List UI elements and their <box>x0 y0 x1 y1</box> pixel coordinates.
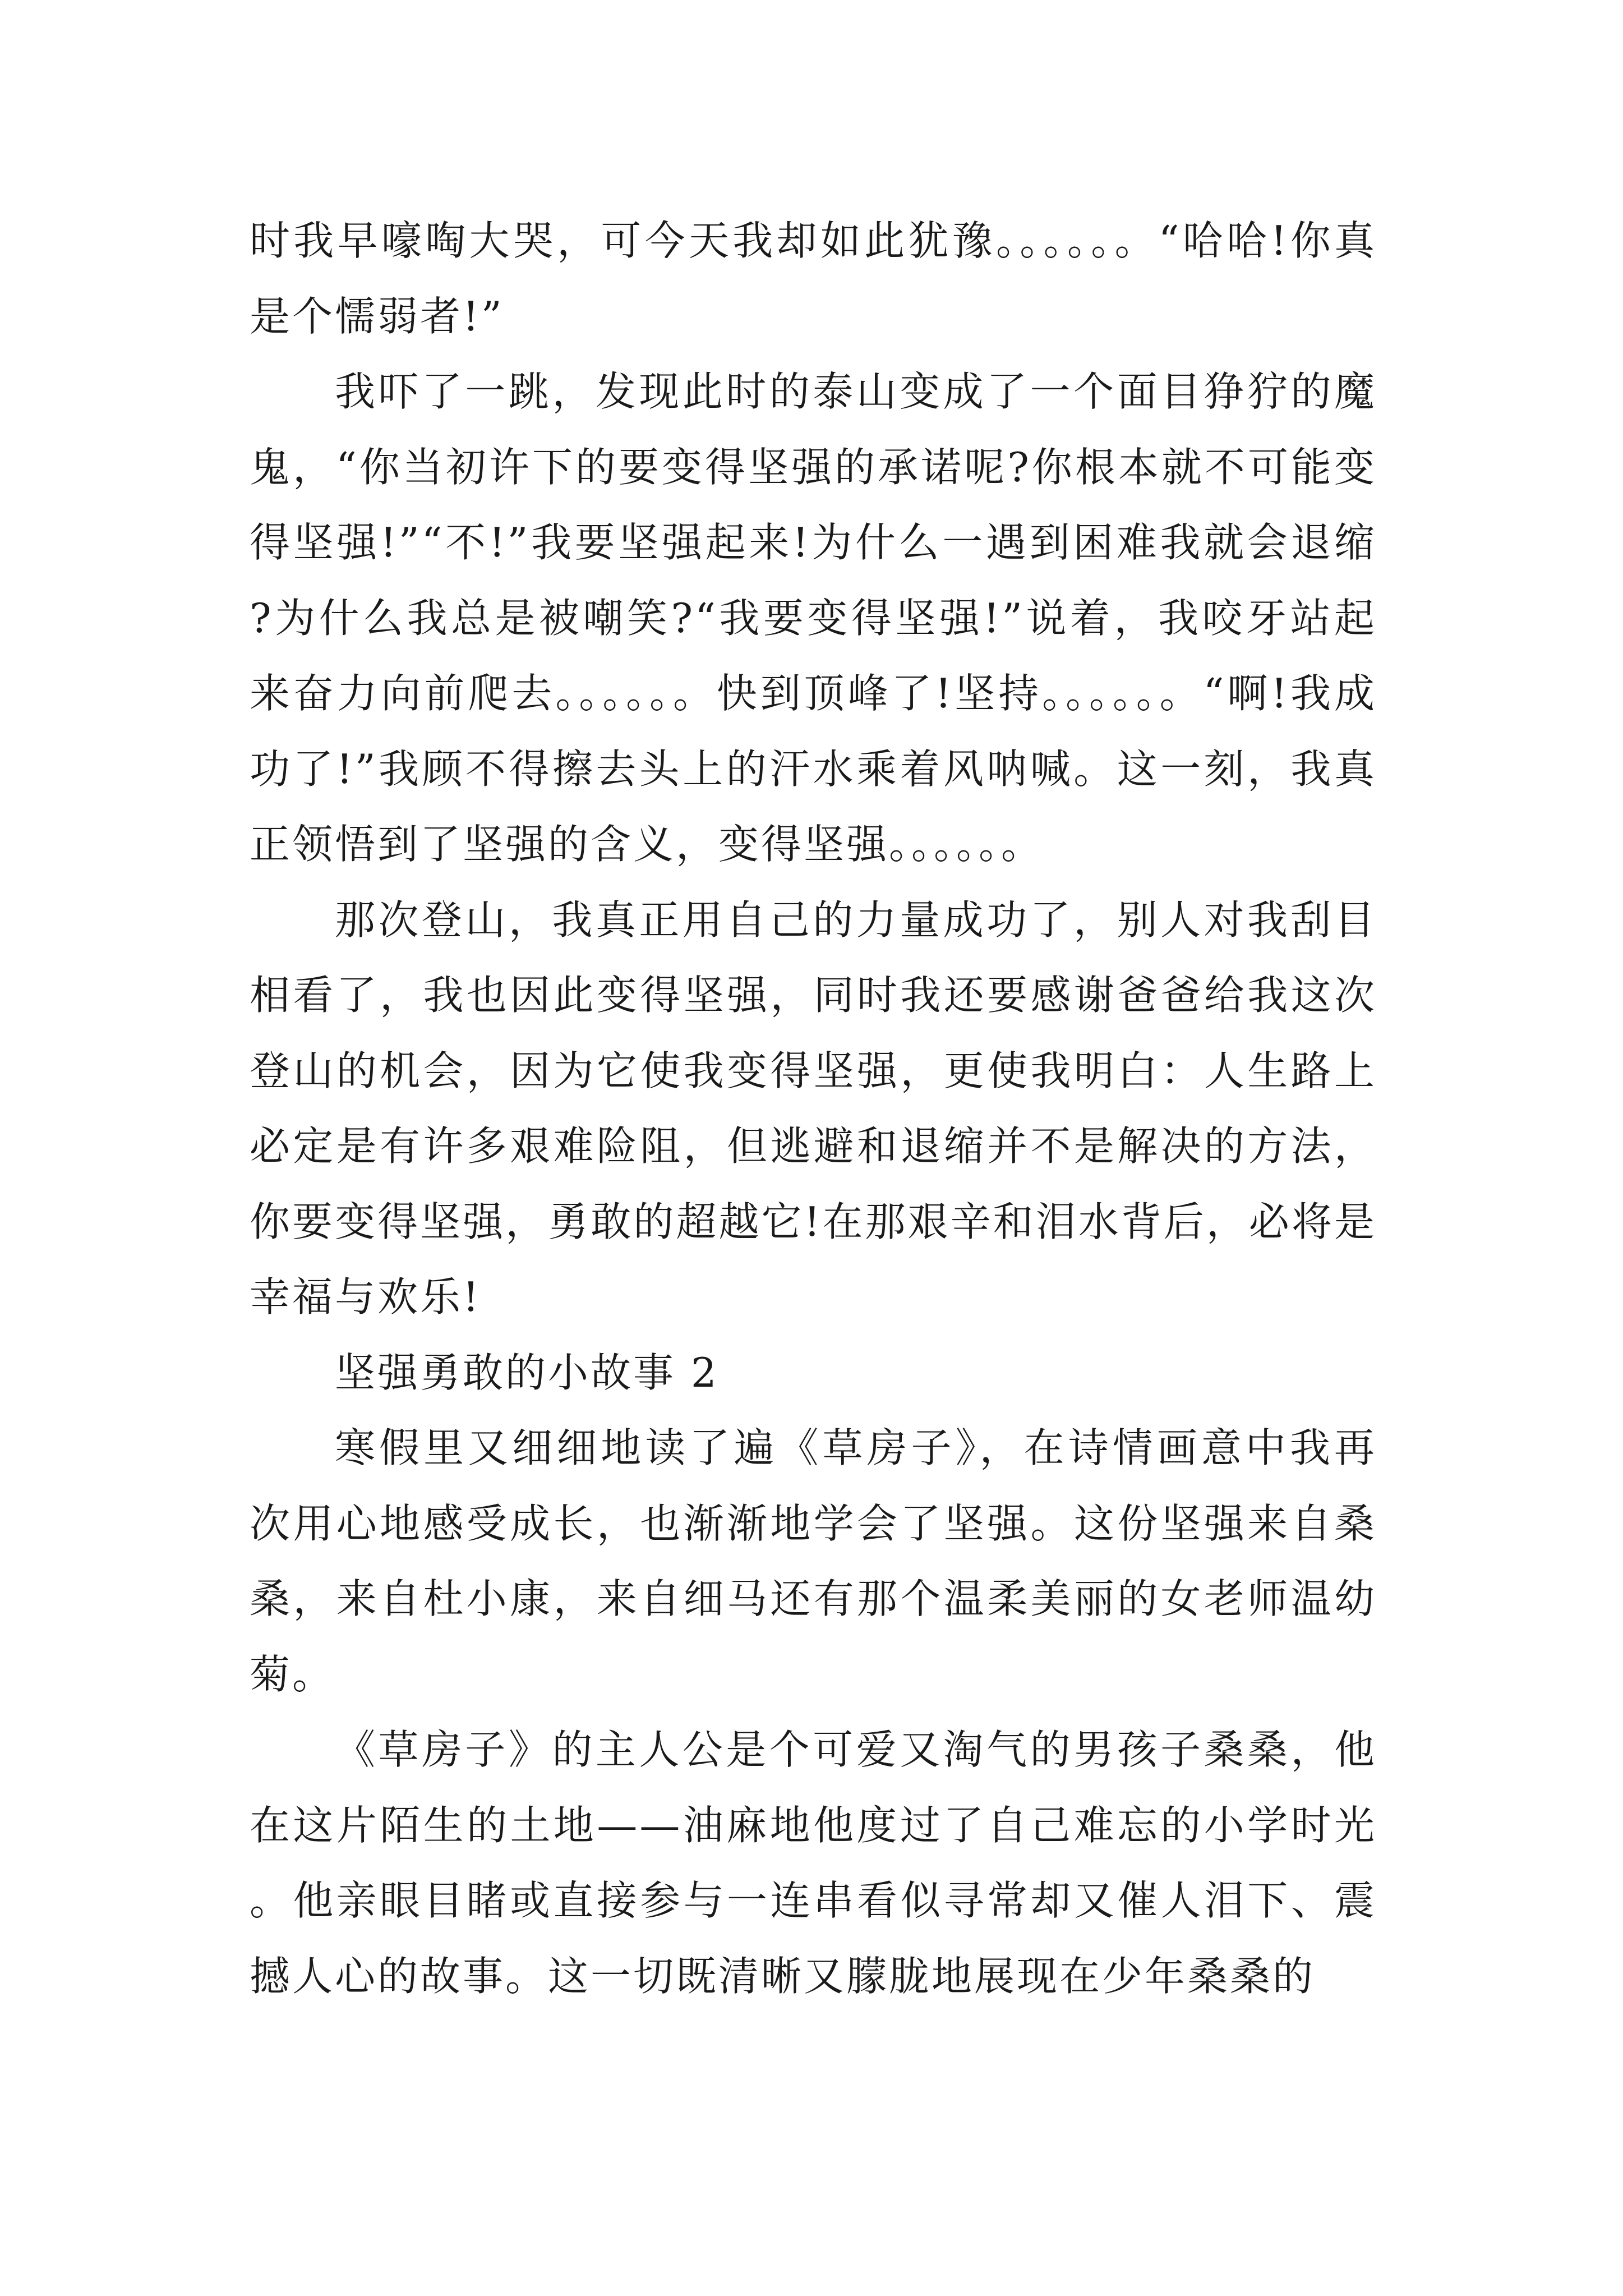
paragraph-continuation: 时我早嚎啕大哭，可今天我却如此犹豫。。。。。。“哈哈!你真是个懦弱者!” <box>250 217 1377 340</box>
document-body <box>250 203 1377 2014</box>
section-heading: 坚强勇敢的小故事 2 <box>335 1349 719 1396</box>
paragraph: 寒假里又细细地读了遍《草房子》，在诗情画意中我再次用心地感受成长，也渐渐地学会了坚强。这份坚强来自桑桑，来自杜小康，来自细马还有那个温柔美丽的女老师温幼菊。 <box>250 1424 1377 1698</box>
paragraph: 《草房子》的主人公是个可爱又淘气的男孩子桑桑，他在这片陌生的土地——油麻地他度过了自己难忘的小学时光。他亲眼目睹或直接参与一连串看似寻常却又催人泪下、震撼人心的故事。这一切既清晰又朦胧地展现在少年桑桑的 <box>250 1726 1377 2000</box>
paragraph: 那次登山，我真正用自己的力量成功了，别人对我刮目相看了，我也因此变得坚强，同时我还要感谢爸爸给我这次登山的机会，因为它使我变得坚强，更使我明白：人生路上必定是有许多艰难险阻，但逃避和退缩并不是解决的方法，你要变得坚强，勇敢的超越它!在那艰辛和泪水背后，必将是幸福与欢乐! <box>250 896 1377 1320</box>
paragraph: 我吓了一跳，发现此时的泰山变成了一个面目狰狞的魔鬼，“你当初许下的要变得坚强的承诺呢?你根本就不可能变得坚强!”“不!”我要坚强起来!为什么一遇到困难我就会退缩?为什么我总是被嘲笑?“我要变得坚强!”说着，我咬牙站起来奋力向前爬去。。。。。。快到顶峰了!坚持。。。。。。“啊!我成功了!”我顾不得擦去头上的汗水乘着风呐喊。这一刻，我真正领悟到了坚强的含义，变得坚强。。。。。。 <box>250 368 1377 868</box>
